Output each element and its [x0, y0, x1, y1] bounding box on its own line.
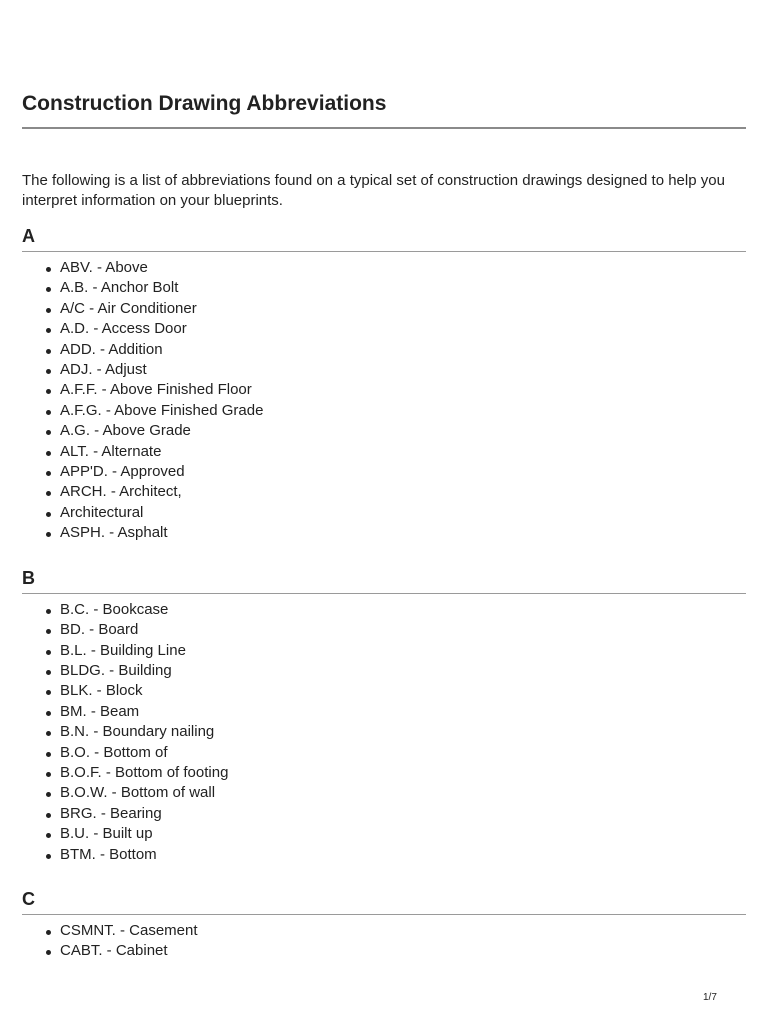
list-item: BLK. - Block — [60, 681, 746, 701]
list-item: A/C - Air Conditioner — [60, 299, 746, 319]
section-heading-c: C — [22, 888, 35, 909]
list-item: A.G. - Above Grade — [60, 421, 746, 441]
page-number: 1/7 — [703, 992, 717, 1003]
list-item: B.O. - Bottom of — [60, 743, 746, 763]
list-item: BLDG. - Building — [60, 661, 746, 681]
list-item: B.O.F. - Bottom of footing — [60, 763, 746, 783]
list-item: ASPH. - Asphalt — [60, 523, 746, 543]
abbreviation-list-b — [22, 600, 746, 865]
section-divider — [22, 593, 746, 594]
list-item: BD. - Board — [60, 620, 746, 640]
list-item: ADD. - Addition — [60, 340, 746, 360]
section-b — [22, 567, 746, 865]
list-item: ABV. - Above — [60, 258, 746, 278]
list-item: BRG. - Bearing — [60, 804, 746, 824]
list-item: BM. - Beam — [60, 702, 746, 722]
list-item: B.O.W. - Bottom of wall — [60, 783, 746, 803]
list-item: A.F.F. - Above Finished Floor — [60, 380, 746, 400]
section-c — [22, 888, 746, 962]
list-item: B.U. - Built up — [60, 824, 746, 844]
page-title: Construction Drawing Abbreviations — [22, 92, 387, 115]
document-page — [22, 0, 746, 962]
list-item: ADJ. - Adjust — [60, 360, 746, 380]
list-item: ALT. - Alternate — [60, 442, 746, 462]
section-heading-a: A — [22, 226, 35, 246]
intro-paragraph: The following is a list of abbreviations found on a typical set of construction drawings designed to help you interpret information on your blueprints. — [22, 172, 725, 209]
list-item: CSMNT. - Casement — [60, 921, 746, 941]
list-item: A.B. - Anchor Bolt — [60, 278, 746, 298]
list-item: A.F.G. - Above Finished Grade — [60, 401, 746, 421]
list-item: A.D. - Access Door — [60, 319, 746, 339]
section-divider — [22, 914, 746, 915]
list-item: CABT. - Cabinet — [60, 941, 746, 961]
section-divider — [22, 251, 746, 252]
list-item: ARCH. - Architect, — [60, 482, 746, 502]
abbreviation-list-c — [22, 921, 746, 962]
list-item: BTM. - Bottom — [60, 845, 746, 865]
list-item: APP'D. - Approved — [60, 462, 746, 482]
list-item: B.C. - Bookcase — [60, 600, 746, 620]
abbreviation-list-a — [22, 258, 746, 544]
list-item: Architectural — [60, 503, 746, 523]
list-item: B.L. - Building Line — [60, 641, 746, 661]
list-item: B.N. - Boundary nailing — [60, 722, 746, 742]
section-heading-b: B — [22, 567, 35, 588]
section-a — [22, 225, 746, 544]
title-divider — [22, 127, 746, 129]
